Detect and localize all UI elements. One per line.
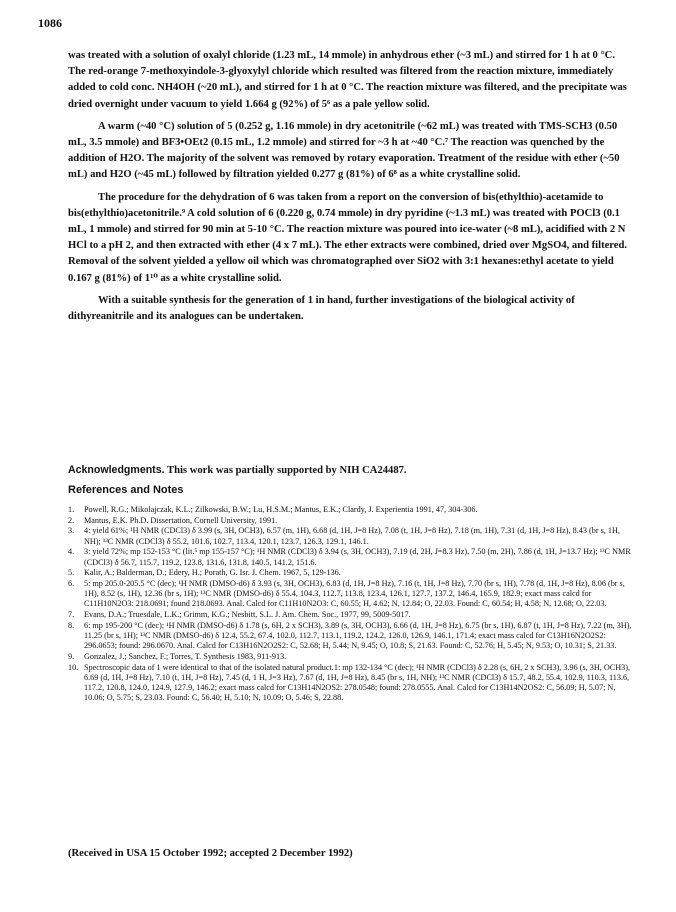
reference-number: 5. — [68, 568, 75, 578]
received-dates: (Received in USA 15 October 1992; accepted 2 December 1992) — [68, 848, 353, 859]
paragraph-1: was treated with a solution of oxalyl chloride (1.23 mL, 14 mmole) in anhydrous ether (~3 mL) and stirred for 1 h at 0 °C. The red-orange 7-methoxyindole-3-glyoxylyl chloride which resulted was filtered from the reaction mixture, immediately added to cold conc. NH4OH (~20 mL), and stirred for 1 h at 0 °C. The reaction mixture was filtered, and the precipitate was dried overnight under vacuum to yield 1.664 g (92%) of 5⁶ as a pale yellow solid. — [68, 50, 627, 110]
reference-text: 3: yield 72%; mp 152-153 °C (lit.⁵ mp 155-157 °C); ¹H NMR (CDCl3) δ 3.94 (s, 3H, OCH3), 7.19 (d, 2H, J=8.3 Hz), 7.50 (m, 2H), 7.86 (d, 1H, J=13.7 Hz); ¹³C NMR (CDCl3) δ 56.7, 115.7, 119.2, 123.8, 131.6, 131.8, 140.5, 141.2, 151.6. — [84, 547, 631, 567]
reference-number: 3. — [68, 526, 75, 536]
references-title: References and Notes — [68, 484, 184, 496]
reference-number: 7. — [68, 610, 75, 620]
reference-item — [68, 652, 634, 662]
reference-item — [68, 663, 634, 704]
reference-item — [68, 568, 634, 578]
reference-text: Mantus, E.K. Ph.D. Dissertation, Cornell University, 1991. — [84, 515, 278, 525]
reference-item — [68, 610, 634, 620]
page-number: 1086 — [38, 16, 62, 30]
reference-number: 1. — [68, 505, 75, 514]
body-text — [68, 48, 628, 331]
reference-number: 4. — [68, 547, 75, 557]
reference-text: Powell, R.G.; Mikolajczak, K.L.; Zilkowski, B.W.; Lu, H.S.M.; Mantus, E.K.; Clardy, J. Experientia 1991, 47, 304-306. — [84, 505, 478, 514]
reference-number: 2. — [68, 515, 75, 525]
acknowledgments — [68, 464, 628, 476]
reference-number: 10. — [68, 662, 79, 672]
reference-item — [68, 621, 634, 652]
reference-text: Evans, D.A.; Truesdale, L.K.; Grimm, K.G.; Nesbitt, S.L. J. Am. Chem. Soc., 1977, 99, 5009-5017. — [84, 610, 411, 620]
reference-item — [68, 579, 634, 610]
paragraph-4: With a suitable synthesis for the generation of 1 in hand, further investigations of the biological activity of dithyreanitrile and its analogues can be undertaken. — [68, 294, 575, 323]
paragraph-2: A warm (~40 °C) solution of 5 (0.252 g, 1.16 mmole) in dry acetonitrile (~62 mL) was treated with TMS-SCH3 (0.50 mL, 3.5 mmole) and BF3•OEt2 (0.15 mL, 1.2 mmole) and stirred for ~3 h at ~40 °C.⁷ The reaction was quenched by the addition of H2O. The majority of the solvent was removed by rotary evaporation. Treatment of the residue with ether (~50 mL) and H2O (~45 mL) followed by filtration yielded 0.277 g (81%) of 6⁸ as a white crystalline solid. — [68, 120, 620, 181]
reference-text: 6: mp 195-200 °C (dec); ¹H NMR (DMSO-d6) δ 1.78 (s, 6H, 2 x SCH3), 3.89 (s, 3H, OCH3), 6.66 (d, 1H, J=8 Hz), 6.75 (br s, 1H), 6.87 (t, 1H, J=8 Hz), 7.22 (m, 3H), 11.25 (br s, 1H); ¹³C NMR (DMSO-d6) δ 12.4, 55.2, 67.4, 102.0, 112.7, 113.1, 119.2, 124.2, 126.0, 126.9, 146.1, 171.4; exact mass calcd for C13H16N2O2S2: 296.0653; found: 296.0670. Anal. Calcd for C13H16N2O2S2: C, 52.68; H, 5.44; N, 9.45; O, 10.8; S, 21.63. Found: C, 52.76; H, 5.45; N, 9.53; O, 10.31; S, 21.33. — [84, 620, 632, 651]
reference-text: Kalir, A.; Balderman, D.; Edery, H.; Porath, G. Isr. J. Chem. 1967, 5, 129-136. — [84, 568, 341, 578]
reference-number: 8. — [68, 620, 75, 630]
reference-item — [68, 505, 634, 515]
reference-text: 4: yield 61%; ¹H NMR (CDCl3) δ 3.99 (s, 3H, OCH3), 6.57 (m, 1H), 6.68 (d, 1H, J=8 Hz), 7.08 (t, 1H, J=8 Hz), 7.18 (m, 1H), 7.31 (d, 1H, J=8 Hz), 8.43 (br s, 1H, NH); ¹³C NMR (CDCl3) δ 55.2, 101.6, 102.7, 113.4, 120.1, 123.7, 126.3, 129.1, 146.1. — [84, 526, 620, 546]
acknowledgments-text: This work was partially supported by NIH CA24487. — [167, 465, 407, 476]
reference-number: 6. — [68, 578, 75, 588]
paragraph-3: The procedure for the dehydration of 6 was taken from a report on the conversion of bis(ethylthio)-acetamide to bis(ethylthio)acetonitrile.⁹ A cold solution of 6 (0.220 g, 0.74 mmole) in dry pyridine (~1.3 mL) was treated with POCl3 (0.1 mL, 1 mmole) and stirred for 90 min at 5-10 °C. The reaction mixture was poured into ice-water (~8 mL), acidified with 2 N HCl to a pH 2, and then extracted with ether (4 x 7 mL). The ether extracts were combined, dried over MgSO4, and filtered. Removal of the solvent yielded a yellow oil which was chromatographed over SiO2 with 3:1 hexanes:ethyl acetate to yield 0.167 g (81%) of 1¹⁰ as a white crystalline solid. — [68, 191, 628, 284]
references-list — [68, 505, 634, 704]
reference-item — [68, 547, 634, 567]
acknowledgments-heading: Acknowledgments. — [68, 464, 165, 476]
reference-item — [68, 526, 634, 546]
reference-item — [68, 516, 634, 526]
reference-text: Spectroscopic data of 1 were identical to that of the isolated natural product.1: mp 132-134 °C (dec); ¹H NMR (CDCl3) δ 2.28 (s, 6H, 2 x SCH3), 3.96 (s, 3H, OCH3), 6.69 (d, 1H, J=8 Hz), 7.10 (t, 1H, J=8 Hz), 7.45 (d, 1 H, J=3 Hz), 7.67 (d, 1H, J=8 Hz), 8.45 (br s, 1H, NH); ¹³C NMR (CDCl3) δ 15.7, 48.2, 55.4, 102.9, 110.3, 113.6, 117.2, 120.8, 124.0, 124.9, 127.9, 146.2; exact mass calcd for C13H14N2OS2: 278.0548; found: 278.0555. Anal. Calcd for C13H14N2OS2: C, 56.09; H, 5.07; N, 10.06; O, 5.75; S, 23.03. Found: C, 56.40; H, 5.10; N, 10.09; O, 5.46; S, 22.88. — [84, 662, 630, 703]
reference-number: 9. — [68, 651, 75, 661]
reference-text: Gonzalez, J.; Sanchez, F.; Torres, T. Synthesis 1983, 911-913. — [84, 651, 287, 661]
reference-text: 5: mp 205.0-205.5 °C (dec); ¹H NMR (DMSO-d6) δ 3.93 (s, 3H, OCH3), 6.83 (d, 1H, J=8 Hz), 7.16 (t, 1H, J=8 Hz), 7.70 (br s, 1H), 7.78 (d, 1H, J=8 Hz), 8.06 (br s, 1H), 8.52 (s, 1H), 12.36 (br s, 1H); ¹³C NMR (DMSO-d6) δ 55.4, 104.3, 112.7, 113.8, 123.4, 126.1, 127.7, 137.2, 146.4, 165.9, 182.9; exact mass calcd for C11H10N2O3: 218.0691; found 218.0693. Anal. Calcd for C11H10N2O3: C, 60.55; H, 4.62; N, 12.84; O, 22.03. Found: C, 60.54; H, 4.58; N, 12.68; O, 22.03. — [84, 578, 625, 609]
